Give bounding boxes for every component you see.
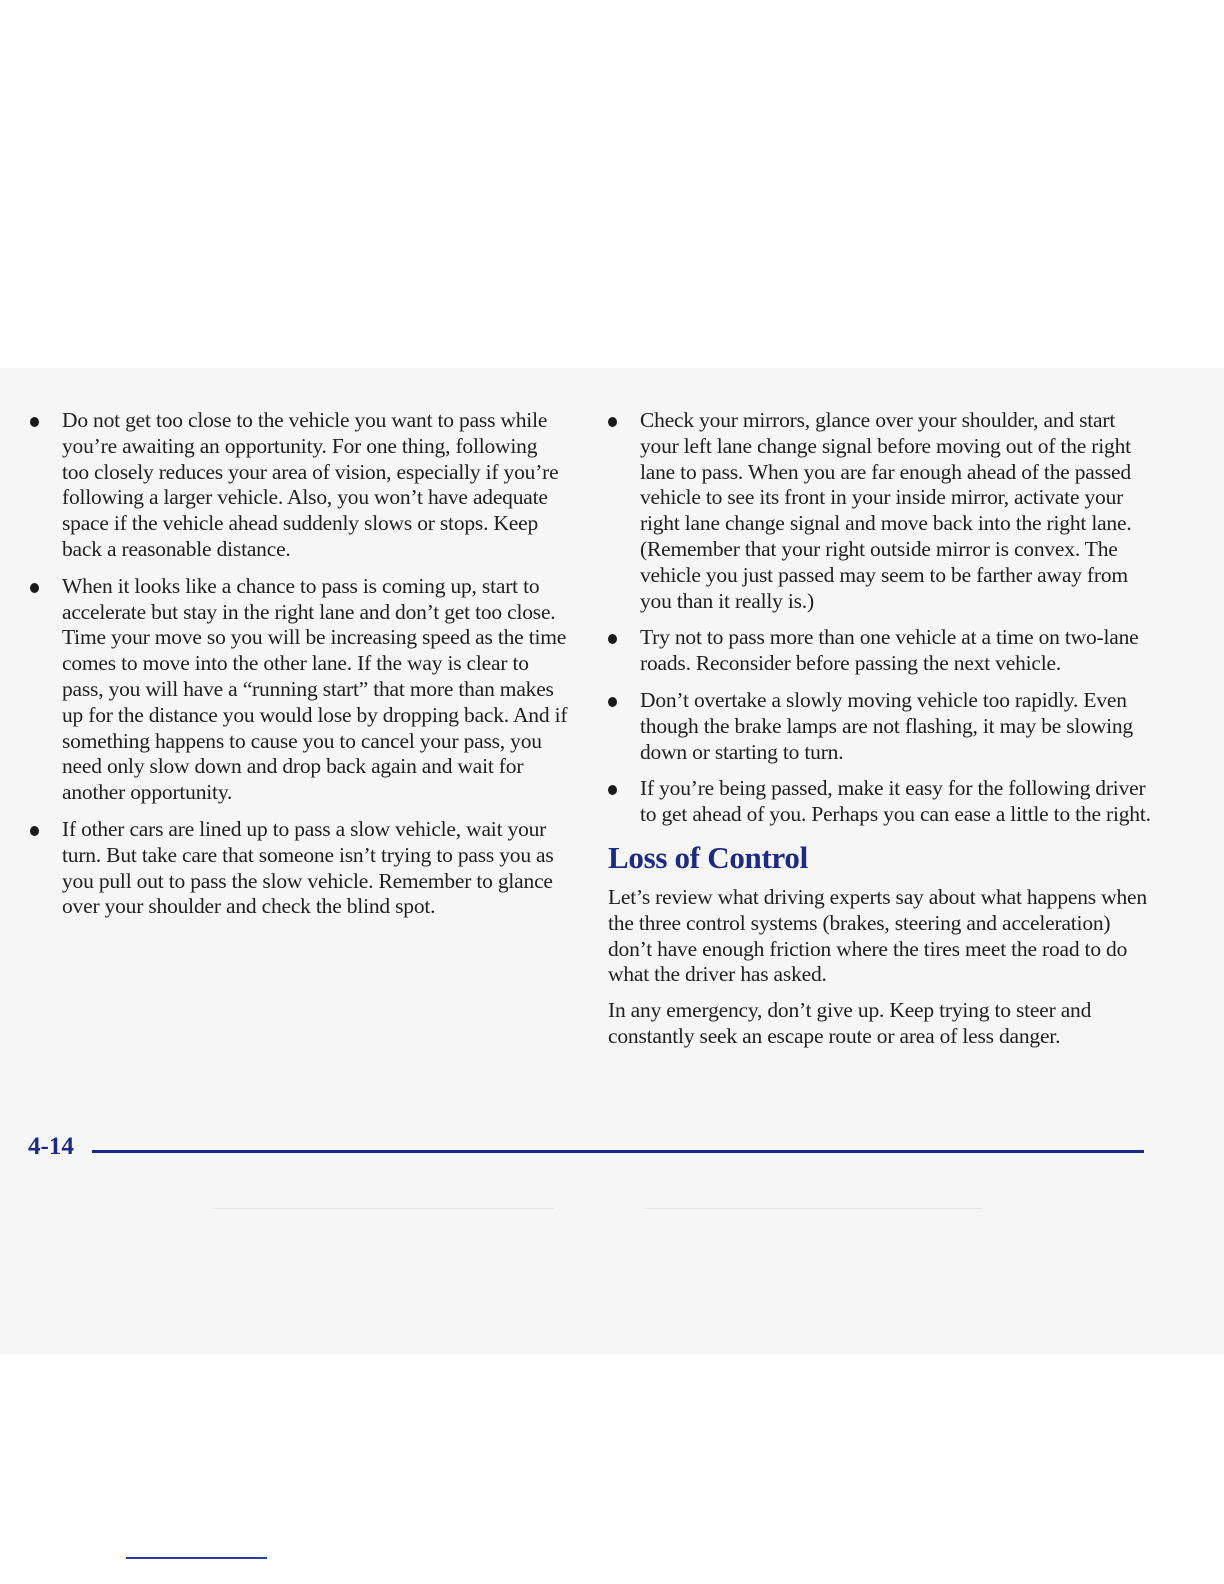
section-heading-loss-of-control: Loss of Control bbox=[608, 839, 808, 875]
list-item bbox=[606, 408, 1154, 614]
bullet-dot-icon bbox=[30, 417, 39, 427]
list-item bbox=[606, 688, 1154, 765]
paragraph-review: Let’s review what driving experts say about what happens when the three control systems (brakes, steering and acceleration) don’t have enough friction where the tires meet the road to do what the driver has asked. bbox=[608, 884, 1147, 987]
left-bullet-list bbox=[28, 408, 568, 920]
bullet-dot-icon bbox=[608, 417, 617, 427]
right-column bbox=[606, 408, 1154, 1060]
page-number: 4-14 bbox=[28, 1133, 74, 1160]
list-item bbox=[606, 625, 1154, 677]
list-item-text: Do not get too close to the vehicle you want to pass while you’re awaiting an opportunity. For one thing, following too closely reduces your area of vision, especially if you’re following a larger vehicle. Also, you won’t have adequate space if the vehicle ahead suddenly slows or stops. Keep back a reasonable distance. bbox=[62, 408, 559, 561]
faint-divider-right bbox=[644, 1208, 982, 1209]
bullet-dot-icon bbox=[30, 826, 39, 836]
bullet-dot-icon bbox=[608, 785, 617, 795]
bullet-dot-icon bbox=[608, 634, 617, 644]
bottom-link-underline bbox=[126, 1557, 267, 1559]
list-item-text: Try not to pass more than one vehicle at a time on two-lane roads. Reconsider before passing the next vehicle. bbox=[640, 625, 1139, 676]
list-item-text: Check your mirrors, glance over your shoulder, and start your left lane change signal before moving out of the right lane to pass. When you are far enough ahead of the passed vehicle to see its front in your inside mirror, activate your right lane change signal and move back into the right lane. (Remember that your right outside mirror is convex. The vehicle you just passed may seem to be farther away from you than it really is.) bbox=[640, 408, 1132, 613]
bullet-dot-icon bbox=[608, 697, 617, 707]
left-column bbox=[28, 408, 568, 931]
list-item-text: If you’re being passed, make it easy for the following driver to get ahead of you. Perhaps you can ease a little to the right. bbox=[640, 776, 1151, 827]
list-item-text: If other cars are lined up to pass a slow vehicle, wait your turn. But take care that someone isn’t trying to pass you as you pull out to pass the slow vehicle. Remember to glance over your shoulder and check the blind spot. bbox=[62, 816, 554, 919]
list-item-text: When it looks like a chance to pass is coming up, start to accelerate but stay in the right lane and don’t get too close. Time your move so you will be increasing speed as the time comes to move into the other lane. If the way is clear to pass, you will have a “running start” that more than makes up for the distance you would lose by dropping back. And if something happens to cause you to cancel your pass, you need only slow down and drop back again and wait for another opportunity. bbox=[62, 573, 568, 805]
list-item bbox=[28, 817, 568, 920]
bullet-dot-icon bbox=[30, 583, 39, 593]
page-footer bbox=[28, 1133, 1144, 1173]
list-item bbox=[28, 408, 568, 563]
list-item bbox=[606, 776, 1154, 828]
right-bullet-list bbox=[606, 408, 1154, 828]
list-item-text: Don’t overtake a slowly moving vehicle too rapidly. Even though the brake lamps are not flashing, it may be slowing down or starting to turn. bbox=[640, 687, 1133, 764]
footer-rule bbox=[92, 1150, 1144, 1153]
list-item bbox=[28, 574, 568, 806]
faint-divider-left bbox=[212, 1208, 554, 1209]
paragraph-emergency: In any emergency, don’t give up. Keep trying to steer and constantly seek an escape route or area of less danger. bbox=[608, 998, 1092, 1048]
